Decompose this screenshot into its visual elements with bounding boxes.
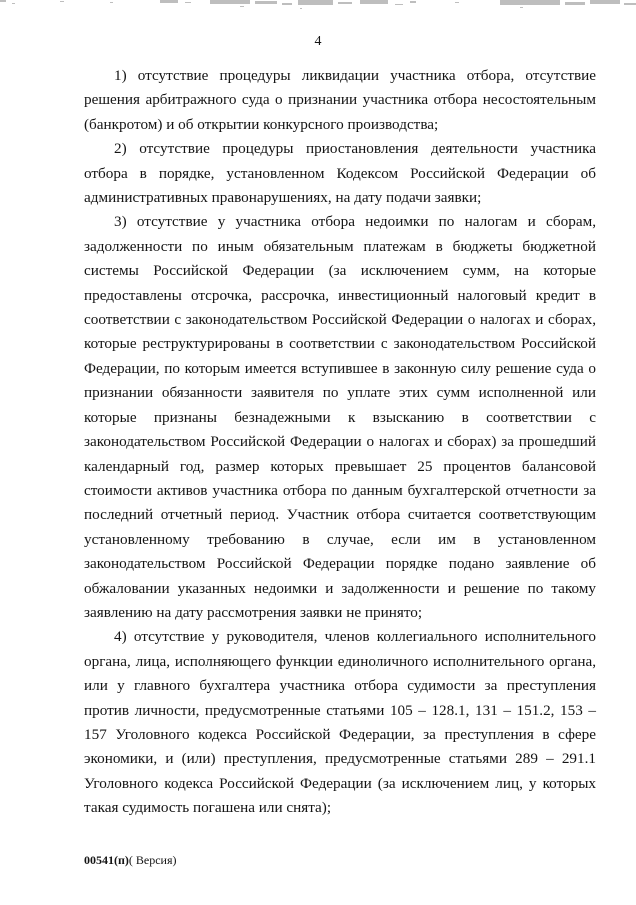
document-footer: [84, 853, 177, 868]
paragraph-3: 3) отсутствие у участника отбора недоимки по налогам и сборам, задолженности по иным обязательным платежам в бюджеты бюджетной системы Российской Федерации (за исключением сумм, на которые предоставлены отсрочка, рассрочка, инвестиционный налоговый кредит в соответствии с законодательством Российской Федерации о налогах и сборах, которые реструктурированы в соответствии с законодательством Российской Федерации, по которым имеется вступившее в законную силу решение суда о признании обязанности заявителя по уплате этих сумм исполненной или которые признаны безнадежными к взысканию в соответствии с законодательством Российской Федерации о налогах и сборах) за прошедший календарный год, размер которых превышает 25 процентов балансовой стоимости активов участника отбора по данным бухгалтерской отчетности за последний отчетный период. Участник отбора считается соответствующим установленному требованию в случае, если им в установленном законодательством Российской Федерации порядке подано заявление об обжаловании указанных недоимки и задолженности и решение по такому заявлению на дату рассмотрения заявки не принято;: [84, 213, 596, 621]
document-version: ( Версия): [128, 853, 177, 867]
document-id: 00541(п): [84, 853, 129, 867]
document-body: [84, 64, 596, 821]
paragraph-2: 2) отсутствие процедуры приостановления деятельности участника отбора в порядке, установленном Кодексом Российской Федерации об административных правонарушениях, на дату подачи заявки;: [84, 140, 596, 207]
scan-noise-artifact: [0, 0, 636, 20]
paragraph-4: 4) отсутствие у руководителя, членов коллегиального исполнительного органа, лица, исполняющего функции единоличного исполнительного органа, или у главного бухгалтера участника отбора судимости за преступления против личности, предусмотренные статьями 105 – 128.1, 131 – 151.2, 153 – 157 Уголовного кодекса Российской Федерации, за преступления в сфере экономики, и (или) преступления, предусмотренные статьями 289 – 291.1 Уголовного кодекса Российской Федерации (за исключением лиц, у которых такая судимость погашена или снята);: [84, 628, 596, 817]
page-number: 4: [314, 34, 322, 49]
paragraph-1: 1) отсутствие процедуры ликвидации участника отбора, отсутствие решения арбитражного суда о признании участника отбора несостоятельным (банкротом) и об открытии конкурсного производства;: [84, 67, 596, 133]
